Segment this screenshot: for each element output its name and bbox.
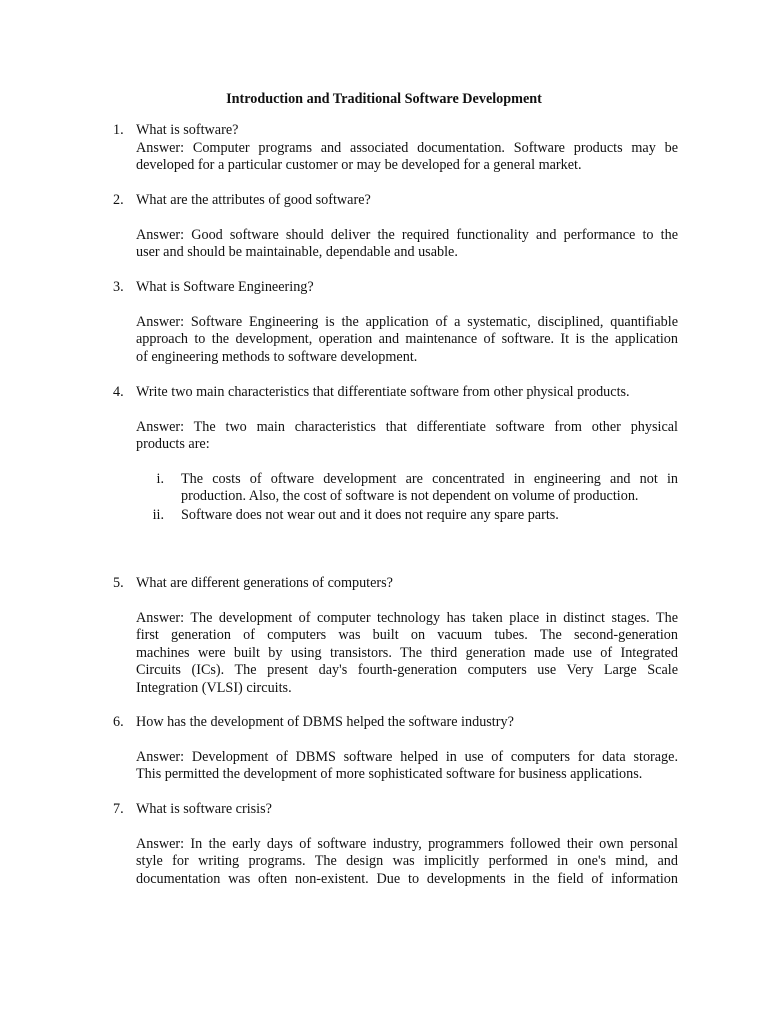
list-marker: ii. <box>152 507 164 523</box>
question-text: What is Software Engineering? <box>136 279 314 295</box>
answer-line: of engineering methods to software development. <box>136 348 418 365</box>
question-number: 7. <box>113 801 124 817</box>
list-item-text <box>181 507 678 524</box>
answer-text <box>136 419 678 454</box>
answer-line: Answer: In the early days of software industry, programmers followed their own personal <box>136 836 678 852</box>
answer-line: Integration (VLSI) circuits. <box>136 679 292 696</box>
document-title: Introduction and Traditional Software Development <box>226 91 542 107</box>
answer-line: Answer: The development of computer technology has taken place in distinct stages. The <box>136 610 678 626</box>
answer-text <box>136 610 678 697</box>
answer-line: This permitted the development of more sophisticated software for business applications. <box>136 766 643 783</box>
answer-line: machines were built by using transistors. The third generation made use of Integrated <box>136 644 678 661</box>
answer-line: documentation was often non-existent. Due to developments in the field of information <box>136 870 678 887</box>
answer-line: developed for a particular customer or may be developed for a general market. <box>136 156 582 173</box>
answer-text <box>136 227 678 262</box>
question-text: Write two main characteristics that differentiate software from other physical products. <box>136 384 630 400</box>
answer-line: products are: <box>136 435 210 452</box>
question-text: What is software? <box>136 122 239 138</box>
answer-line: Answer: Software Engineering is the application of a systematic, disciplined, quantifiable <box>136 314 678 330</box>
list-item-text <box>181 471 678 506</box>
question-text: What is software crisis? <box>136 801 272 817</box>
list-item-line: production. Also, the cost of software is not dependent on volume of production. <box>181 487 639 504</box>
answer-text <box>136 314 678 366</box>
question-text: What are the attributes of good software? <box>136 192 371 208</box>
answer-line: Answer: Development of DBMS software helped in use of computers for data storage. <box>136 749 678 765</box>
answer-text <box>136 836 678 888</box>
list-item-line: Software does not wear out and it does not require any spare parts. <box>181 507 559 523</box>
question-number: 1. <box>113 122 124 138</box>
answer-line: first generation of computers was built on vacuum tubes. The second-generation <box>136 627 678 644</box>
answer-line: Circuits (ICs). The present day's fourth-generation computers use Very Large Scale <box>136 662 678 679</box>
answer-text <box>136 140 678 175</box>
question-number: 6. <box>113 714 124 730</box>
list-marker: i. <box>156 470 164 487</box>
question-text: How has the development of DBMS helped the software industry? <box>136 714 514 730</box>
answer-line: Answer: The two main characteristics that differentiate software from other physical <box>136 418 678 435</box>
question-number: 2. <box>113 192 124 208</box>
question-number: 4. <box>113 384 124 400</box>
answer-line: style for writing programs. The design was implicitly performed in one's mind, and <box>136 853 678 870</box>
answer-line: Answer: Good software should deliver the required functionality and performance to the <box>136 226 678 243</box>
question-text: What are different generations of computers? <box>136 575 393 591</box>
list-item-line: The costs of oftware development are concentrated in engineering and not in <box>181 470 678 487</box>
question-number: 3. <box>113 279 124 295</box>
question-number: 5. <box>113 575 124 591</box>
answer-text <box>136 749 678 784</box>
answer-line: Answer: Computer programs and associated documentation. Software products may be <box>136 139 678 156</box>
answer-line: approach to the development, operation and maintenance of software. It is the application <box>136 331 678 348</box>
answer-line: user and should be maintainable, dependable and usable. <box>136 243 458 260</box>
